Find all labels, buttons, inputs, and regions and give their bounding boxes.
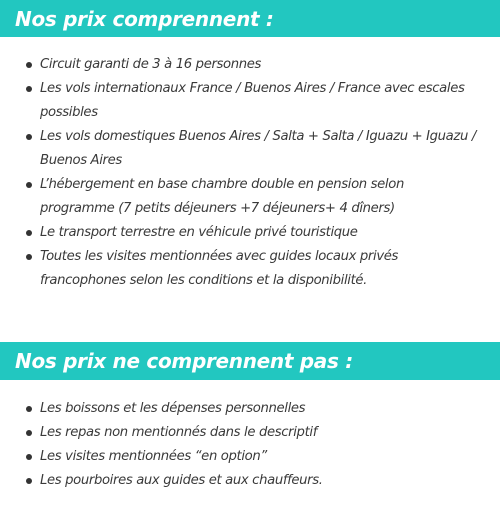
- list-item-text: Les repas non mentionnés dans le descriptif: [40, 425, 317, 440]
- list-item: [0, 445, 500, 469]
- list-item: [0, 245, 500, 293]
- bullet-icon: [26, 430, 32, 436]
- list-item-text: Les visites mentionnées “en option”: [40, 449, 267, 464]
- list-item: [0, 469, 500, 493]
- included-title: Nos prix comprennent :: [15, 6, 274, 31]
- list-item: [0, 221, 500, 245]
- bullet-icon: [26, 62, 32, 68]
- list-item-text: Toutes les visites mentionnées avec guides locaux privés francophones selon les conditions et la disponibilité.: [40, 249, 399, 288]
- excluded-header: [0, 342, 500, 380]
- list-item-text: Le transport terrestre en véhicule privé touristique: [40, 225, 358, 240]
- list-item: [0, 173, 500, 221]
- excluded-list: [0, 397, 500, 493]
- list-item: [0, 125, 500, 173]
- bullet-icon: [26, 478, 32, 484]
- bullet-icon: [26, 254, 32, 260]
- bullet-icon: [26, 182, 32, 188]
- list-item-text: L’hébergement en base chambre double en pension selon programme (7 petits déjeuners +7 déjeuners+ 4 dîners): [40, 177, 404, 216]
- list-item: [0, 53, 500, 77]
- bullet-icon: [26, 230, 32, 236]
- list-item: [0, 397, 500, 421]
- list-item-text: Circuit garanti de 3 à 16 personnes: [40, 57, 262, 72]
- list-item: [0, 421, 500, 445]
- bullet-icon: [26, 86, 32, 92]
- bullet-icon: [26, 406, 32, 412]
- bullet-icon: [26, 454, 32, 460]
- list-item-text: Les boissons et les dépenses personnelles: [40, 401, 306, 416]
- bullet-icon: [26, 134, 32, 140]
- list-item-text: Les vols domestiques Buenos Aires / Salta + Salta / Iguazu + Iguazu / Buenos Aires: [40, 129, 476, 168]
- included-list: [0, 53, 500, 293]
- list-item-text: Les pourboires aux guides et aux chauffeurs.: [40, 473, 323, 488]
- list-item: [0, 77, 500, 125]
- list-item-text: Les vols internationaux France / Buenos Aires / France avec escales possibles: [40, 81, 465, 120]
- excluded-section: [0, 342, 500, 488]
- included-header: [0, 0, 500, 37]
- excluded-title: Nos prix ne comprennent pas :: [15, 349, 353, 373]
